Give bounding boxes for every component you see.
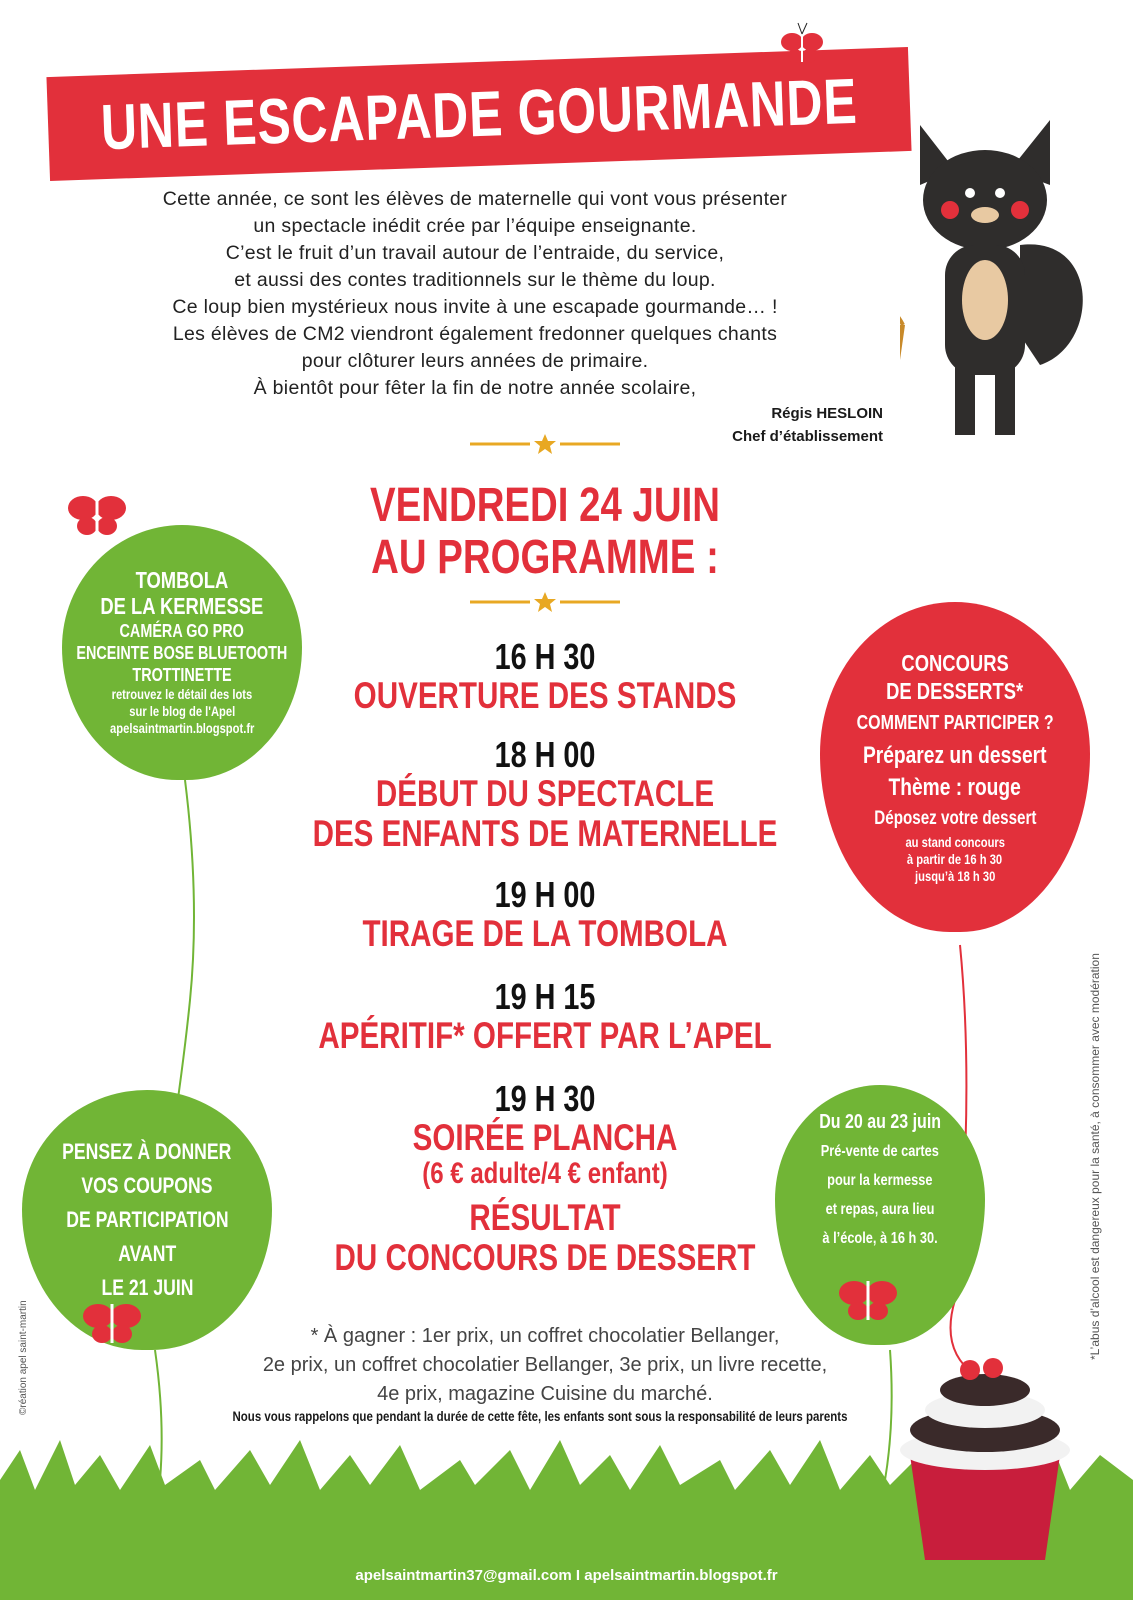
program-event: TIRAGE DE LA TOMBOLA	[362, 913, 728, 954]
concours-balloon	[820, 602, 1090, 932]
cupcake-illustration	[895, 1345, 1075, 1565]
butterfly-icon	[836, 1265, 902, 1325]
intro-line: et aussi des contes traditionnels sur le thème du loup.	[234, 269, 716, 291]
tombola-prize: TROTTINETTE	[132, 665, 232, 685]
program-event: DES ENFANTS DE MATERNELLE	[312, 813, 778, 854]
concours-title: CONCOURS	[901, 649, 1009, 676]
intro-line: C’est le fruit d’un travail autour de l’entraide, du service,	[225, 242, 725, 264]
tombola-note: sur le blog de l'Apel	[129, 703, 235, 719]
prizes-note	[150, 1322, 940, 1409]
intro-line: Ce loup bien mystérieux nous invite à une escapade gourmande… !	[172, 296, 778, 318]
coupons-line: PENSEZ À DONNER	[62, 1139, 232, 1164]
presale-line: Pré-vente de cartes	[820, 1143, 940, 1160]
concours-detail: au stand concours	[905, 833, 1005, 850]
concours-title: DE DESSERTS*	[886, 677, 1024, 704]
tombola-link[interactable]: apelsaintmartin.blogspot.fr	[109, 720, 255, 736]
intro-line: pour clôturer leurs années de primaire.	[301, 350, 649, 372]
prizes-line: * À gagner : 1er prix, un coffret chocolatier Bellanger,	[310, 1325, 780, 1347]
program-title: AU PROGRAMME :	[371, 531, 719, 584]
alcohol-warning: *L’abus d’alcool est dangereux pour la santé, à consommer avec modération	[1088, 953, 1102, 1360]
concours-step: Thème : rouge	[888, 773, 1022, 801]
program-time: 19 H 00	[494, 874, 596, 915]
program-time: 18 H 00	[494, 734, 596, 775]
concours-detail: à partir de 16 h 30	[907, 850, 1003, 867]
coupons-line: LE 21 JUIN	[101, 1275, 193, 1300]
date-text: VENDREDI 24 JUIN	[370, 479, 720, 532]
concours-detail: jusqu’à 18 h 30	[914, 867, 996, 884]
intro-line: Cette année, ce sont les élèves de maternelle qui vont vous présenter	[162, 188, 788, 210]
signature-name: Régis HESLOIN	[771, 405, 883, 422]
concours-deposit: Déposez votre dessert	[873, 807, 1037, 829]
program-time: 19 H 15	[494, 976, 596, 1017]
concours-step: Préparez un dessert	[863, 741, 1047, 769]
coupons-line: DE PARTICIPATION	[65, 1207, 229, 1232]
result-line: DU CONCOURS DE DESSERT	[334, 1237, 756, 1278]
coupons-balloon	[22, 1090, 272, 1350]
page-title: UNE ESCAPADE GOURMANDE	[99, 64, 859, 164]
program-time: 16 H 30	[494, 636, 596, 677]
intro-line: un spectacle inédit crée par l’équipe enseignante.	[253, 215, 697, 237]
program-event: APÉRITIF* OFFERT PAR L’APEL	[318, 1015, 772, 1056]
responsibility-reminder: Nous vous rappelons que pendant la durée de cette fête, les enfants sont sous la responsabilité de leurs parents	[232, 1408, 848, 1424]
tombola-note: retrouvez le détail des lots	[111, 686, 253, 702]
tombola-title: TOMBOLA	[135, 567, 229, 593]
program-event: OUVERTURE DES STANDS	[353, 675, 737, 716]
prizes-line: 4e prix, magazine Cuisine du marché.	[377, 1383, 713, 1405]
contact-info[interactable]: apelsaintmartin37@gmail.com I apelsaintmartin.blogspot.fr	[355, 1567, 778, 1584]
presale-title: Du 20 au 23 juin	[819, 1111, 941, 1133]
signature-role: Chef d’établissement	[732, 428, 883, 445]
butterfly-icon	[65, 480, 131, 540]
prizes-line: 2e prix, un coffret chocolatier Bellanger, 3e prix, un livre recette,	[262, 1354, 828, 1376]
intro-line: Les élèves de CM2 viendront également fredonner quelques chants	[172, 323, 778, 345]
tombola-balloon	[62, 525, 302, 780]
program-price: (6 € adulte/4 € enfant)	[422, 1157, 668, 1190]
result-line: RÉSULTAT	[469, 1197, 621, 1238]
tombola-prize: CAMÉRA GO PRO	[119, 621, 245, 641]
program-event: DÉBUT DU SPECTACLE	[375, 773, 715, 814]
program-event: SOIRÉE PLANCHA	[412, 1117, 678, 1158]
design-credit: ©réation apel saint-martin	[18, 1300, 29, 1415]
presale-line: et repas, aura lieu	[825, 1201, 935, 1218]
presale-line: pour la kermesse	[827, 1172, 933, 1189]
tombola-title: DE LA KERMESSE	[100, 593, 264, 619]
coupons-line: VOS COUPONS	[81, 1173, 213, 1198]
intro-line: À bientôt pour fêter la fin de notre année scolaire,	[253, 377, 697, 399]
coupons-line: AVANT	[117, 1241, 176, 1266]
presale-line: à l’école, à 16 h 30.	[822, 1230, 938, 1247]
concours-question: COMMENT PARTICIPER ?	[856, 711, 1054, 734]
butterfly-icon	[80, 1288, 146, 1348]
program-time: 19 H 30	[494, 1078, 596, 1119]
tombola-prize: ENCEINTE BOSE BLUETOOTH	[76, 643, 288, 663]
